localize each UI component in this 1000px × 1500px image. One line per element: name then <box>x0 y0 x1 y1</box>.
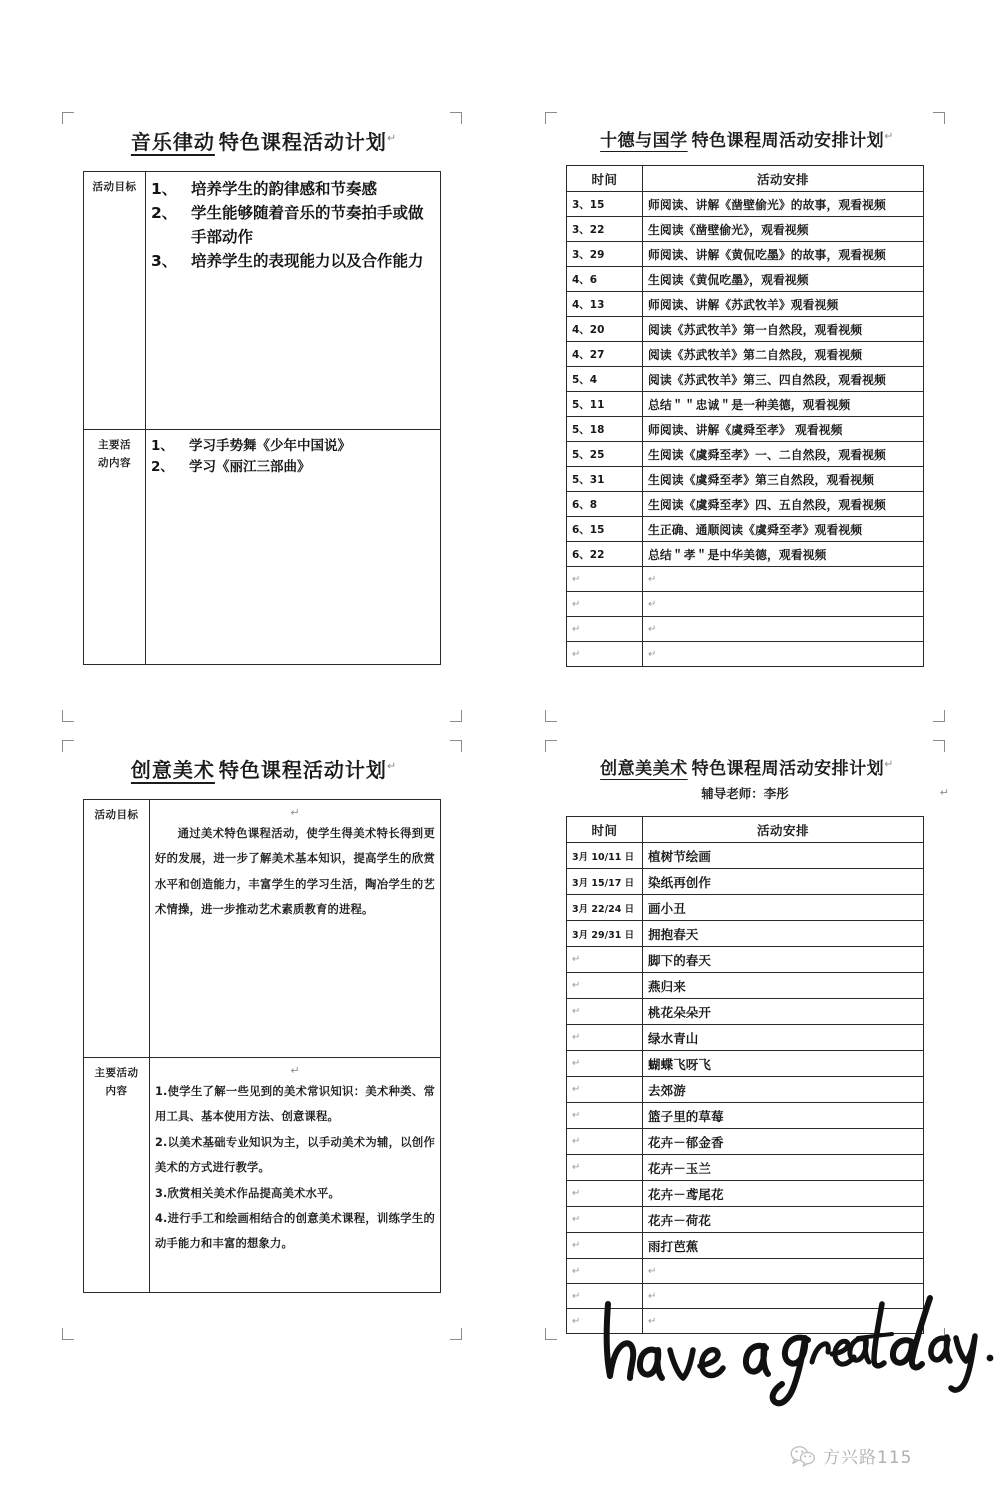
cell-time: ↵ <box>567 1051 643 1077</box>
music-plan-title-subject: 音乐律动 <box>130 130 215 154</box>
cell-activity: 拥抱春天 <box>643 921 924 947</box>
art-content-item: 3.欣赏相关美术作品提高美术水平。 <box>155 1186 341 1200</box>
cell-activity: 生阅读《虞舜至孝》一、二自然段，观看视频 <box>643 442 924 467</box>
crop-mark-icon <box>450 710 462 722</box>
table-row <box>567 617 924 642</box>
table-row <box>567 242 924 267</box>
cell-time: ↵ <box>567 1155 643 1181</box>
table-row <box>567 192 924 217</box>
crop-mark-icon <box>450 112 462 124</box>
cell-activity: 总结＂＂忠诚＂是一种美德，观看视频 <box>643 392 924 417</box>
cell-time: 5、18 <box>567 417 643 442</box>
art-content-item: 2.以美术基础专业知识为主，以手动美术为辅，以创作美术的方式进行教学。 <box>155 1135 435 1175</box>
table-header-row <box>567 817 924 843</box>
cell-time: 6、22 <box>567 542 643 567</box>
list-item-index: 1、 <box>151 180 178 198</box>
crop-mark-icon <box>450 740 462 752</box>
cell-activity: 生阅读《黄侃吃墨》，观看视频 <box>643 267 924 292</box>
music-plan-title <box>62 126 462 155</box>
table-row <box>567 1103 924 1129</box>
document-art-plan <box>62 740 462 1340</box>
art-goal-cell <box>150 800 441 1058</box>
column-header-activity: 活动安排 <box>643 817 924 843</box>
art-plan-title-subject: 创意美术 <box>130 758 215 782</box>
guoxue-table-body <box>567 192 924 667</box>
crop-mark-icon <box>62 1328 74 1340</box>
music-content-list <box>151 436 435 478</box>
cell-activity: 篮子里的草莓 <box>643 1103 924 1129</box>
crop-mark-icon <box>62 710 74 722</box>
music-goal-cell <box>146 172 441 430</box>
art-schedule-table <box>566 816 924 1334</box>
cell-time: 6、15 <box>567 517 643 542</box>
list-item-text: 培养学生的韵律感和节奏感 <box>191 180 378 198</box>
cell-activity: 生阅读《凿壁偷光》，观看视频 <box>643 217 924 242</box>
cell-activity: 阅读《苏武牧羊》第一自然段，观看视频 <box>643 317 924 342</box>
list-item-text: 学生能够随着音乐的节奏拍手或做手部动作 <box>191 204 424 246</box>
crop-mark-icon <box>545 112 557 124</box>
table-row <box>84 1058 441 1293</box>
cell-activity: 生阅读《虞舜至孝》第三自然段，观看视频 <box>643 467 924 492</box>
music-plan-table <box>83 171 441 665</box>
pilcrow-icon: ↵ <box>884 757 894 771</box>
art-content-item: 4.进行手工和绘画相结合的创意美术课程，训练学生的动手能力和丰富的想象力。 <box>155 1212 435 1251</box>
document-music-plan <box>62 112 462 722</box>
cell-activity: 燕归来 <box>643 973 924 999</box>
pilcrow-icon: ↵ <box>884 129 894 143</box>
table-row <box>567 442 924 467</box>
table-row <box>567 1309 924 1334</box>
pilcrow-icon: ↵ <box>939 786 949 799</box>
table-row <box>567 973 924 999</box>
cell-time: ↵ <box>567 592 643 617</box>
table-row <box>84 430 441 665</box>
table-row <box>567 217 924 242</box>
cell-time: ↵ <box>567 617 643 642</box>
table-row <box>567 1129 924 1155</box>
cell-activity: 生正确、通顺阅读《虞舜至孝》观看视频 <box>643 517 924 542</box>
music-content-label <box>84 430 146 665</box>
cell-time: ↵ <box>567 973 643 999</box>
cell-time: ↵ <box>567 1025 643 1051</box>
pilcrow-icon: ↵ <box>290 806 300 819</box>
cell-time: ↵ <box>567 1259 643 1284</box>
cell-activity: ↵ <box>643 1309 924 1334</box>
teacher-name-text: 辅导老师：李彤 <box>701 786 789 801</box>
music-content-label-line2: 动内容 <box>98 457 131 470</box>
table-row <box>567 542 924 567</box>
cell-time: 3、29 <box>567 242 643 267</box>
table-row <box>84 172 441 430</box>
cell-time: 5、4 <box>567 367 643 392</box>
cell-activity: ↵ <box>643 642 924 667</box>
table-row <box>567 367 924 392</box>
cell-time: ↵ <box>567 999 643 1025</box>
table-row <box>567 1025 924 1051</box>
cell-time: 3、15 <box>567 192 643 217</box>
table-row <box>567 869 924 895</box>
cell-time: ↵ <box>567 642 643 667</box>
cell-activity: 植树节绘画 <box>643 843 924 869</box>
cell-time: 4、6 <box>567 267 643 292</box>
cell-activity: 师阅读、讲解《虞舜至孝》 观看视频 <box>643 417 924 442</box>
cell-time: 3月 15/17 日 <box>567 869 643 895</box>
crop-mark-icon <box>62 740 74 752</box>
cell-time: 6、8 <box>567 492 643 517</box>
column-header-activity: 活动安排 <box>643 166 924 192</box>
cell-time: ↵ <box>567 1233 643 1259</box>
table-row <box>567 843 924 869</box>
table-row <box>567 1207 924 1233</box>
cell-time: 5、25 <box>567 442 643 467</box>
pilcrow-icon: ↵ <box>386 759 398 773</box>
art-plan-title <box>62 754 462 783</box>
table-row <box>567 267 924 292</box>
table-row <box>567 467 924 492</box>
crop-mark-icon <box>62 112 74 124</box>
art-goal-label: 活动目标 <box>84 800 150 1058</box>
list-item-text: 培养学生的表现能力以及合作能力 <box>191 251 424 270</box>
cell-time: 5、11 <box>567 392 643 417</box>
guoxue-title-subject: 十德与国学 <box>600 131 688 151</box>
art-content-label <box>84 1058 150 1293</box>
cell-activity: ↵ <box>643 1284 924 1309</box>
table-row <box>567 392 924 417</box>
cell-activity: 花卉－郁金香 <box>643 1129 924 1155</box>
list-item <box>151 202 435 249</box>
table-row <box>567 1077 924 1103</box>
table-row <box>567 567 924 592</box>
list-item-index: 2、 <box>151 204 178 223</box>
cell-activity: 染纸再创作 <box>643 869 924 895</box>
cell-time: ↵ <box>567 1103 643 1129</box>
table-row <box>567 947 924 973</box>
crop-mark-icon <box>545 740 557 752</box>
pilcrow-icon: ↵ <box>290 1064 300 1077</box>
art-content-item: 1.使学生了解一些见到的美术常识知识：美术种类、常用工具、基本使用方法、创意课程。 <box>155 1085 435 1124</box>
footer-watermark <box>790 1443 912 1468</box>
music-content-cell <box>146 430 441 665</box>
crop-mark-icon <box>933 1328 945 1340</box>
list-item-index: 1、 <box>151 438 174 454</box>
cell-activity: 师阅读、讲解《凿壁偷光》的故事，观看视频 <box>643 192 924 217</box>
cell-time: ↵ <box>567 1129 643 1155</box>
art-schedule-table-body <box>567 843 924 1334</box>
table-row <box>567 1284 924 1309</box>
music-goal-list <box>151 178 435 273</box>
cell-activity: 总结＂孝＂是中华美德，观看视频 <box>643 542 924 567</box>
cell-time: 4、27 <box>567 342 643 367</box>
column-header-time: 时间 <box>567 817 643 843</box>
cell-activity: 去郊游 <box>643 1077 924 1103</box>
cell-activity: 师阅读、讲解《黄侃吃墨》的故事，观看视频 <box>643 242 924 267</box>
music-plan-title-rest: 特色课程活动计划 <box>218 130 387 154</box>
table-row <box>567 342 924 367</box>
cell-activity: 阅读《苏武牧羊》第三、四自然段，观看视频 <box>643 367 924 392</box>
cell-activity: 师阅读、讲解《苏武牧羊》观看视频 <box>643 292 924 317</box>
art-content-cell <box>150 1058 441 1293</box>
table-row <box>567 292 924 317</box>
table-row <box>567 317 924 342</box>
pilcrow-icon: ↵ <box>386 131 398 145</box>
table-row <box>567 895 924 921</box>
cell-time: ↵ <box>567 1207 643 1233</box>
art-schedule-title-rest: 特色课程周活动安排计划 <box>691 759 885 779</box>
cell-time: 3、22 <box>567 217 643 242</box>
crop-mark-icon <box>933 740 945 752</box>
column-header-time: 时间 <box>567 166 643 192</box>
cell-activity: ↵ <box>643 1259 924 1284</box>
art-schedule-teacher-line <box>545 784 949 802</box>
guoxue-title <box>545 126 945 151</box>
cell-activity: 脚下的春天 <box>643 947 924 973</box>
art-goal-text: 通过美术特色课程活动，使学生得美术特长得到更好的发展，进一步了解美术基本知识，提高学生的欣赏水平和创造能力，丰富学生的学习生活，陶冶学生的艺术情操，进一步推动艺术素质教育的进程。 <box>155 827 435 917</box>
art-plan-title-rest: 特色课程活动计划 <box>218 758 387 782</box>
cell-activity: ↵ <box>643 617 924 642</box>
guoxue-schedule-table <box>566 165 924 667</box>
list-item <box>151 457 435 477</box>
cell-time: ↵ <box>567 1284 643 1309</box>
list-item-index: 3、 <box>151 251 178 270</box>
guoxue-title-rest: 特色课程周活动安排计划 <box>691 131 885 151</box>
cell-activity: ↵ <box>643 567 924 592</box>
art-content-label-line2: 内容 <box>105 1085 128 1098</box>
table-row <box>567 492 924 517</box>
cell-activity: 生阅读《虞舜至孝》四、五自然段，观看视频 <box>643 492 924 517</box>
list-item-text: 学习手势舞《少年中国说》 <box>189 438 351 454</box>
table-row <box>567 999 924 1025</box>
art-plan-table <box>83 799 441 1293</box>
cell-activity: 花卉－玉兰 <box>643 1155 924 1181</box>
cell-activity: 阅读《苏武牧羊》第二自然段，观看视频 <box>643 342 924 367</box>
table-row <box>567 642 924 667</box>
cell-time: 3月 29/31 日 <box>567 921 643 947</box>
cell-time: 4、13 <box>567 292 643 317</box>
table-row <box>567 1233 924 1259</box>
cell-time: ↵ <box>567 567 643 592</box>
cell-activity: 花卉－鸢尾花 <box>643 1181 924 1207</box>
cell-time: 4、20 <box>567 317 643 342</box>
list-item <box>151 178 435 201</box>
cell-time: ↵ <box>567 1077 643 1103</box>
music-goal-label: 活动目标 <box>84 172 146 430</box>
cell-time: ↵ <box>567 947 643 973</box>
table-row <box>567 1181 924 1207</box>
table-row <box>567 1259 924 1284</box>
table-row <box>567 921 924 947</box>
watermark-text: 方兴路115 <box>823 1448 913 1468</box>
crop-mark-icon <box>933 710 945 722</box>
table-row <box>567 1155 924 1181</box>
table-row <box>567 517 924 542</box>
art-schedule-title <box>545 754 945 779</box>
cell-time: ↵ <box>567 1309 643 1334</box>
cell-activity: 蝴蝶飞呀飞 <box>643 1051 924 1077</box>
cell-time: 3月 22/24 日 <box>567 895 643 921</box>
cell-time: 5、31 <box>567 467 643 492</box>
table-row <box>84 800 441 1058</box>
art-schedule-title-subject: 创意美美术 <box>600 759 688 779</box>
art-content-list <box>155 1079 435 1257</box>
cell-activity: 画小丑 <box>643 895 924 921</box>
table-row <box>567 592 924 617</box>
art-content-label-line1: 主要活动 <box>94 1067 139 1079</box>
wechat-icon <box>790 1445 816 1467</box>
crop-mark-icon <box>450 1328 462 1340</box>
crop-mark-icon <box>545 1328 557 1340</box>
document-guoxue-schedule <box>545 112 945 722</box>
list-item <box>151 436 435 456</box>
cell-activity: 雨打芭蕉 <box>643 1233 924 1259</box>
list-item <box>151 250 435 273</box>
table-row <box>567 1051 924 1077</box>
crop-mark-icon <box>933 112 945 124</box>
cell-activity: ↵ <box>643 592 924 617</box>
cell-time: ↵ <box>567 1181 643 1207</box>
cell-time: 3月 10/11 日 <box>567 843 643 869</box>
cell-activity: 花卉－荷花 <box>643 1207 924 1233</box>
table-header-row <box>567 166 924 192</box>
cell-activity: 绿水青山 <box>643 1025 924 1051</box>
crop-mark-icon <box>545 710 557 722</box>
list-item-text: 学习《丽江三部曲》 <box>189 459 311 476</box>
table-row <box>567 417 924 442</box>
list-item-index: 2、 <box>151 459 174 476</box>
cell-activity: 桃花朵朵开 <box>643 999 924 1025</box>
document-art-schedule <box>545 740 949 1340</box>
music-content-label-line1: 主要活 <box>98 439 131 451</box>
